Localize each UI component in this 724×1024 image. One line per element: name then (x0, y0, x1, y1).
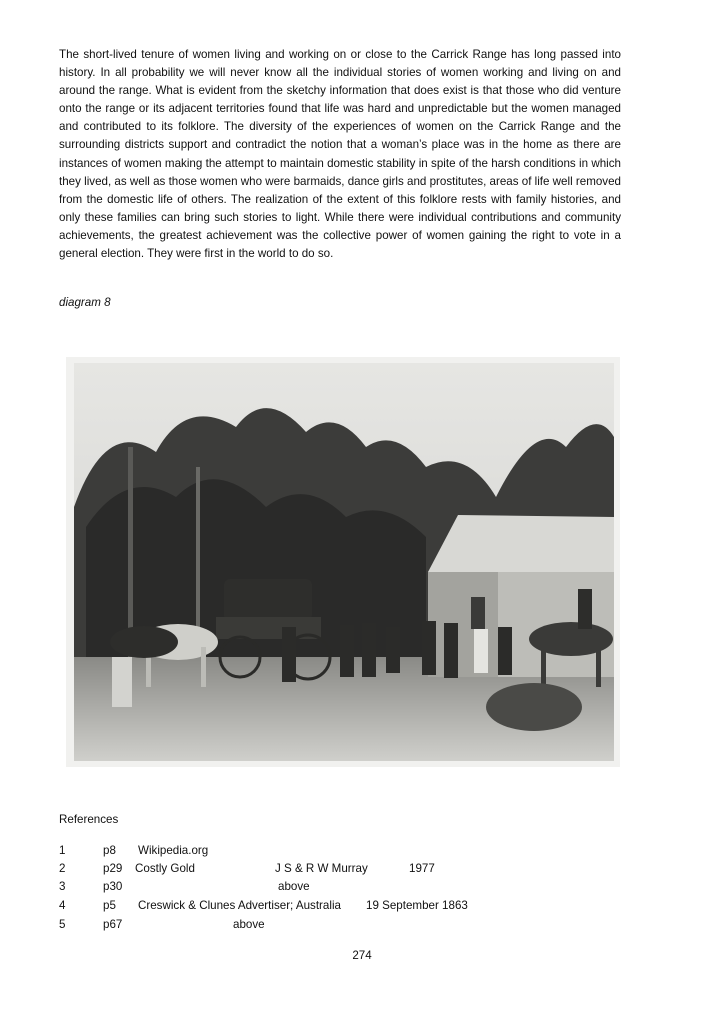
reference-source: Costly Gold (135, 862, 195, 875)
photo-illustration (66, 357, 620, 767)
reference-number: 3 (59, 880, 66, 893)
reference-author: above (233, 918, 265, 931)
reference-number: 4 (59, 899, 66, 912)
reference-row (59, 918, 659, 936)
reference-source: Creswick & Clunes Advertiser; Australia (138, 899, 341, 912)
reference-number: 1 (59, 844, 66, 857)
reference-number: 2 (59, 862, 66, 875)
photo-caption: diagram 8 (59, 296, 111, 309)
reference-page: p30 (103, 880, 123, 893)
reference-row (59, 844, 659, 862)
reference-page: p67 (103, 918, 123, 931)
references-heading: References (59, 813, 119, 826)
reference-author: J S & R W Murray (275, 862, 368, 875)
reference-number: 5 (59, 918, 66, 931)
reference-date: 19 September 1863 (366, 899, 468, 912)
reference-row (59, 862, 659, 880)
reference-date: 1977 (409, 862, 435, 875)
historic-photograph (66, 357, 620, 767)
page-number: 274 (352, 949, 372, 962)
reference-page: p29 (103, 862, 123, 875)
body-paragraph: The short-lived tenure of women living and working on or close to the Carrick Range has long passed into history. In all probability we will never know all the individual stories of women working and living on and around the range. What is evident from the sketchy information that does exist is that those who did venture onto the range or its adjacent territories found that life was hard and unpredictable but the women managed and contributed to its folklore. The diversity of the experiences of women on the Carrick Range and the surrounding districts support and contradict the notion that a woman’s place was in the home as there are instances of women making the attempt to maintain domestic stability in spite of the harsh conditions in which they lived, as well as those women who were barmaids, dance girls and prostitutes, areas of life well removed from the domestic life of others. The realization of the extent of this folklore rests with family histories, and only these families can bring such stories to light. While there were individual contributions and community achievements, the greatest achievement was the collective power of women gaining the right to vote in a general election. They were first in the world to do so. (59, 48, 621, 261)
reference-row (59, 880, 659, 898)
reference-source: Wikipedia.org (138, 844, 209, 857)
reference-page: p5 (103, 899, 116, 912)
reference-row (59, 899, 659, 917)
reference-author: above (278, 880, 310, 893)
reference-page: p8 (103, 844, 116, 857)
